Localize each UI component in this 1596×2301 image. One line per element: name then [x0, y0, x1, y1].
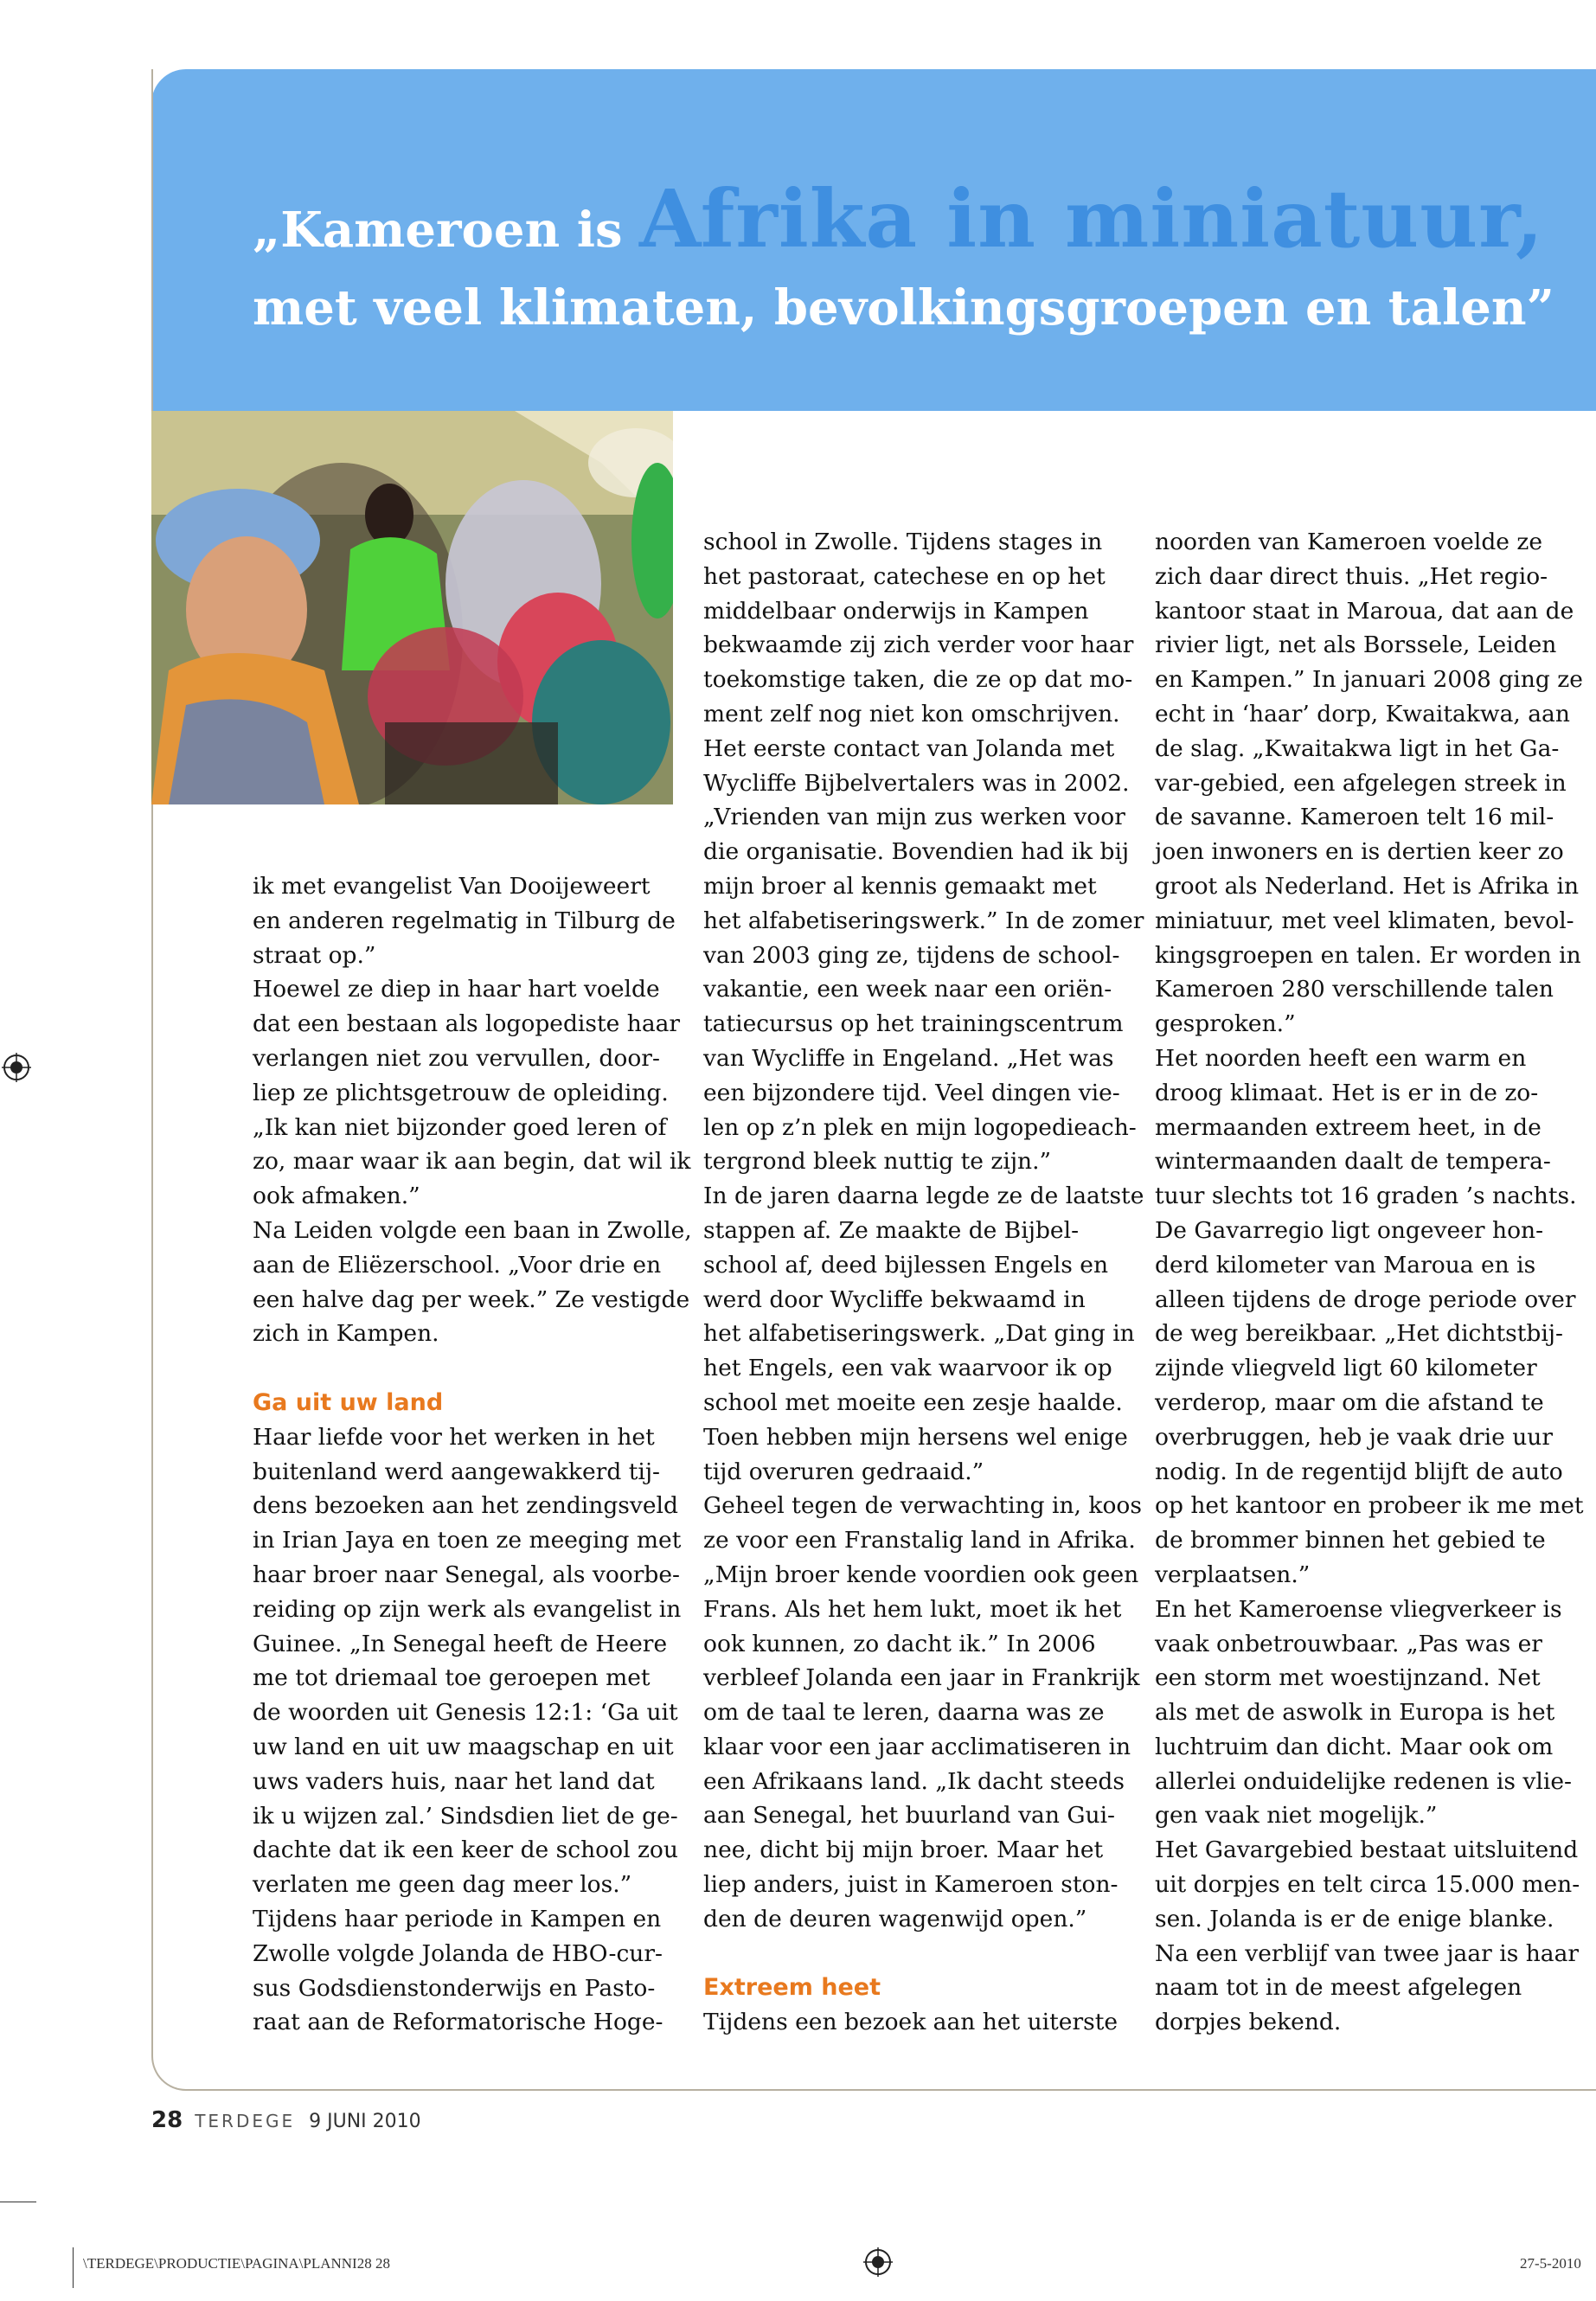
column-1-part-a: [253, 869, 692, 1351]
text-line: de slag. „Kwaitakwa ligt in het Ga-: [1155, 734, 1560, 762]
text-line: tuur slechts tot 16 graden ’s nachts.: [1155, 1183, 1577, 1210]
text-line: Het eerste contact van Jolanda met: [703, 734, 1115, 762]
text-line: mijn broer al kennis gemaakt met: [703, 872, 1097, 900]
text-line: me tot driemaal toe geroepen met: [253, 1664, 651, 1692]
text-line: allerlei onduidelijke redenen is vlie-: [1155, 1767, 1572, 1795]
photo-woman-in-crowd: [151, 411, 673, 804]
text-line: var-gebied, een afgelegen streek in: [1155, 769, 1567, 797]
text-line: De Gavarregio ligt ongeveer hon-: [1155, 1216, 1544, 1244]
text-line: verplaatsen.”: [1155, 1561, 1311, 1588]
column-1-part-b: [253, 1420, 685, 2040]
text-line: Hoewel ze diep in haar hart voelde: [253, 976, 660, 1003]
text-line: Toen hebben mijn hersens wel enige: [703, 1423, 1128, 1451]
text-line: zich daar direct thuis. „Het regio-: [1155, 562, 1548, 590]
column-3: [1155, 525, 1587, 2040]
text-line: kingsgroepen en talen. Er worden in: [1155, 941, 1581, 969]
text-line: Het Gavargebied bestaat uitsluitend: [1155, 1836, 1579, 1864]
text-line: derd kilometer van Maroua en is: [1155, 1251, 1536, 1279]
text-line: rivier ligt, net als Borssele, Leiden: [1155, 631, 1557, 659]
text-line: een storm met woestijnzand. Net: [1155, 1664, 1541, 1692]
text-line: „Ik kan niet bijzonder goed leren of: [253, 1113, 667, 1141]
subhead-extreem-heet: Extreem heet: [703, 1974, 881, 2002]
text-line: bekwaamde zij zich verder voor haar: [703, 631, 1134, 659]
text-line: gen vaak niet mogelijk.”: [1155, 1802, 1438, 1830]
text-line: zich in Kampen.: [253, 1320, 439, 1348]
text-line: mermaanden extreem heet, in de: [1155, 1113, 1542, 1141]
text-line: zo, maar waar ik aan begin, dat wil ik: [253, 1148, 691, 1176]
text-line: gesproken.”: [1155, 1010, 1296, 1038]
issue-date: 9 JUNI 2010: [309, 2111, 421, 2132]
text-line: groot als Nederland. Het is Afrika in: [1155, 872, 1580, 900]
text-line: nee, dicht bij mijn broer. Maar het: [703, 1836, 1104, 1864]
text-line: het alfabetiseringswerk.” In de zomer: [703, 907, 1144, 934]
text-line: uws vaders huis, naar het land dat: [253, 1767, 655, 1795]
text-line: naam tot in de meest afgelegen: [1155, 1974, 1522, 2002]
text-line: tergrond bleek nuttig te zijn.”: [703, 1148, 1052, 1176]
text-line: de woorden uit Genesis 12:1: ‘Ga uit: [253, 1699, 678, 1727]
text-line: uw land en uit uw maagschap en uit: [253, 1733, 674, 1760]
text-line: In de jaren daarna legde ze de laatste: [703, 1183, 1144, 1210]
text-line: tatiecursus op het trainingscentrum: [703, 1010, 1124, 1038]
text-line: verlaten me geen dag meer los.”: [253, 1871, 632, 1899]
text-line: school met moeite een zesje haalde.: [703, 1388, 1123, 1416]
text-line: en anderen regelmatig in Tilburg de: [253, 907, 676, 934]
headline-emphasis: Afrika in miniatuur,: [639, 172, 1544, 266]
text-line: Na Leiden volgde een baan in Zwolle,: [253, 1216, 692, 1244]
text-line: het alfabetiseringswerk. „Dat ging in: [703, 1320, 1135, 1348]
text-line: op het kantoor en probeer ik me met: [1155, 1492, 1584, 1520]
registration-mark-icon: [2, 1053, 31, 1082]
text-line: Na een verblijf van twee jaar is haar: [1155, 1939, 1580, 1967]
page-footer: [151, 2107, 421, 2133]
photo-illustration: [151, 411, 673, 804]
text-line: liep ze plichtsgetrouw de opleiding.: [253, 1079, 669, 1106]
text-line: klaar voor een jaar acclimatiseren in: [703, 1733, 1131, 1760]
column-1: [253, 869, 692, 2040]
registration-mark-icon: [863, 2247, 893, 2277]
text-line: zijnde vliegveld ligt 60 kilometer: [1155, 1355, 1537, 1382]
text-line: als met de aswolk in Europa is het: [1155, 1699, 1555, 1727]
text-line: ook afmaken.”: [253, 1183, 420, 1210]
text-line: Het noorden heeft een warm en: [1155, 1044, 1527, 1072]
text-line: „Mijn broer kende voordien ook geen: [703, 1561, 1139, 1588]
text-line: joen inwoners en is dertien keer zo: [1155, 838, 1564, 866]
headline-lead: „Kameroen is: [253, 202, 640, 259]
text-line: Zwolle volgde Jolanda de HBO-cur-: [253, 1939, 663, 1967]
text-line: aan Senegal, het buurland van Gui-: [703, 1802, 1116, 1830]
text-line: echt in ‘haar’ dorp, Kwaitakwa, aan: [1155, 700, 1570, 727]
text-line: het Engels, een vak waarvoor ik op: [703, 1355, 1112, 1382]
text-line: Tijdens een bezoek aan het uiterste: [703, 2009, 1118, 2036]
text-line: noorden van Kameroen voelde ze: [1155, 529, 1543, 555]
text-line: den de deuren wagenwijd open.”: [703, 1905, 1087, 1932]
text-line: de savanne. Kameroen telt 16 mil-: [1155, 804, 1554, 831]
text-line: haar broer naar Senegal, als voorbe-: [253, 1561, 680, 1588]
text-line: een Afrikaans land. „Ik dacht steeds: [703, 1767, 1125, 1795]
text-line: verlangen niet zou vervullen, door-: [253, 1044, 660, 1072]
magazine-name: TERDEGE: [195, 2111, 296, 2131]
text-line: Wycliffe Bijbelvertalers was in 2002.: [703, 769, 1130, 797]
text-line: werd door Wycliffe bekwaamd in: [703, 1285, 1086, 1313]
text-line: tijd overuren gedraaid.”: [703, 1458, 984, 1485]
text-line: Guinee. „In Senegal heeft de Heere: [253, 1630, 668, 1657]
text-line: luchtruim dan dicht. Maar ook om: [1155, 1733, 1554, 1760]
text-line: uit dorpjes en telt circa 15.000 men-: [1155, 1871, 1580, 1899]
text-line: liep anders, juist in Kameroen ston-: [703, 1871, 1118, 1899]
text-line: En het Kameroense vliegverkeer is: [1155, 1595, 1562, 1623]
text-line: Haar liefde voor het werken in het: [253, 1423, 655, 1451]
text-line: Frans. Als het hem lukt, moet ik het: [703, 1595, 1122, 1623]
text-line: dorpjes bekend.: [1155, 2009, 1342, 2036]
text-line: school in Zwolle. Tijdens stages in: [703, 529, 1103, 555]
column-2-part-a: [703, 525, 1144, 1937]
text-line: sus Godsdienstonderwijs en Pasto-: [253, 1974, 656, 2002]
text-line: Tijdens haar periode in Kampen en: [253, 1905, 662, 1932]
text-line: in Irian Jaya en toen ze meeging met: [253, 1527, 682, 1554]
text-line: en Kampen.” In januari 2008 ging ze: [1155, 666, 1583, 694]
headline-line-1: [253, 172, 1596, 272]
text-line: buitenland werd aangewakkerd tij-: [253, 1458, 660, 1485]
text-line: overbruggen, heb je vaak drie uur: [1155, 1423, 1554, 1451]
text-line: de brommer binnen het gebied te: [1155, 1527, 1546, 1554]
text-line: toekomstige taken, die ze op dat mo-: [703, 666, 1133, 694]
text-line: verbleef Jolanda een jaar in Frankrijk: [703, 1664, 1140, 1692]
text-line: Geheel tegen de verwachting in, koos: [703, 1492, 1142, 1520]
page-number: 28: [151, 2107, 183, 2133]
text-line: stappen af. Ze maakte de Bijbel-: [703, 1216, 1080, 1244]
text-line: van Wycliffe in Engeland. „Het was: [703, 1044, 1114, 1072]
text-line: alleen tijdens de droge periode over: [1155, 1285, 1576, 1313]
crop-mark-vertical: [73, 2247, 74, 2288]
text-line: wintermaanden daalt de tempera-: [1155, 1148, 1551, 1176]
headline-line-2: met veel klimaten, bevolkingsgroepen en talen”: [253, 279, 1554, 336]
text-line: dat een bestaan als logopediste haar: [253, 1010, 681, 1038]
text-line: verderop, maar om die afstand te: [1155, 1388, 1544, 1416]
headline: [253, 172, 1596, 349]
text-line: ik u wijzen zal.’ Sindsdien liet de ge-: [253, 1802, 678, 1830]
text-line: dens bezoeken aan het zendingsveld: [253, 1492, 678, 1520]
text-line: aan de Eliëzerschool. „Voor drie en: [253, 1251, 662, 1279]
text-line: ment zelf nog niet kon omschrijven.: [703, 700, 1120, 727]
text-line: reiding op zijn werk als evangelist in: [253, 1595, 682, 1623]
text-line: straat op.”: [253, 941, 376, 969]
text-line: school af, deed bijlessen Engels en: [703, 1251, 1109, 1279]
text-line: dachte dat ik een keer de school zou: [253, 1836, 678, 1864]
text-line: om de taal te leren, daarna was ze: [703, 1699, 1105, 1727]
text-line: een halve dag per week.” Ze vestigde: [253, 1285, 690, 1313]
text-line: het pastoraat, catechese en op het: [703, 562, 1106, 590]
text-line: middelbaar onderwijs in Kampen: [703, 597, 1089, 625]
column-2: [703, 525, 1144, 2040]
text-line: Kameroen 280 verschillende talen: [1155, 976, 1554, 1003]
text-line: raat aan de Reformatorische Hoge-: [253, 2009, 663, 2036]
text-line: vaak onbetrouwbaar. „Pas was er: [1155, 1630, 1542, 1657]
column-2-part-b: [703, 2005, 1136, 2040]
slug-date: 27-5-2010: [1520, 2255, 1581, 2272]
subhead-ga-uit-uw-land: Ga uit uw land: [253, 1388, 444, 1416]
text-line: nodig. In de regentijd blijft de auto: [1155, 1458, 1563, 1485]
text-line: „Vrienden van mijn zus werken voor: [703, 804, 1125, 831]
text-line: een bijzondere tijd. Veel dingen vie-: [703, 1079, 1120, 1106]
text-line: miniatuur, met veel klimaten, bevol-: [1155, 907, 1574, 934]
text-line: van 2003 ging ze, tijdens de school-: [703, 941, 1120, 969]
text-line: kantoor staat in Maroua, dat aan de: [1155, 597, 1574, 625]
text-line: sen. Jolanda is er de enige blanke.: [1155, 1905, 1554, 1932]
text-line: ook kunnen, zo dacht ik.” In 2006: [703, 1630, 1096, 1657]
text-line: len op z’n plek en mijn logopedieach-: [703, 1113, 1137, 1141]
text-line: de weg bereikbaar. „Het dichtstbij-: [1155, 1320, 1563, 1348]
text-line: ze voor een Franstalig land in Afrika.: [703, 1527, 1136, 1554]
text-line: vakantie, een week naar een oriën-: [703, 976, 1112, 1003]
slug-path: \TERDEGE\PRODUCTIE\PAGINA\PLANNI28 28: [83, 2255, 390, 2272]
text-line: ik met evangelist Van Dooijeweert: [253, 873, 651, 900]
text-line: droog klimaat. Het is er in de zo-: [1155, 1079, 1539, 1106]
column-3-text: [1155, 525, 1587, 2040]
text-line: die organisatie. Bovendien had ik bij: [703, 838, 1130, 866]
